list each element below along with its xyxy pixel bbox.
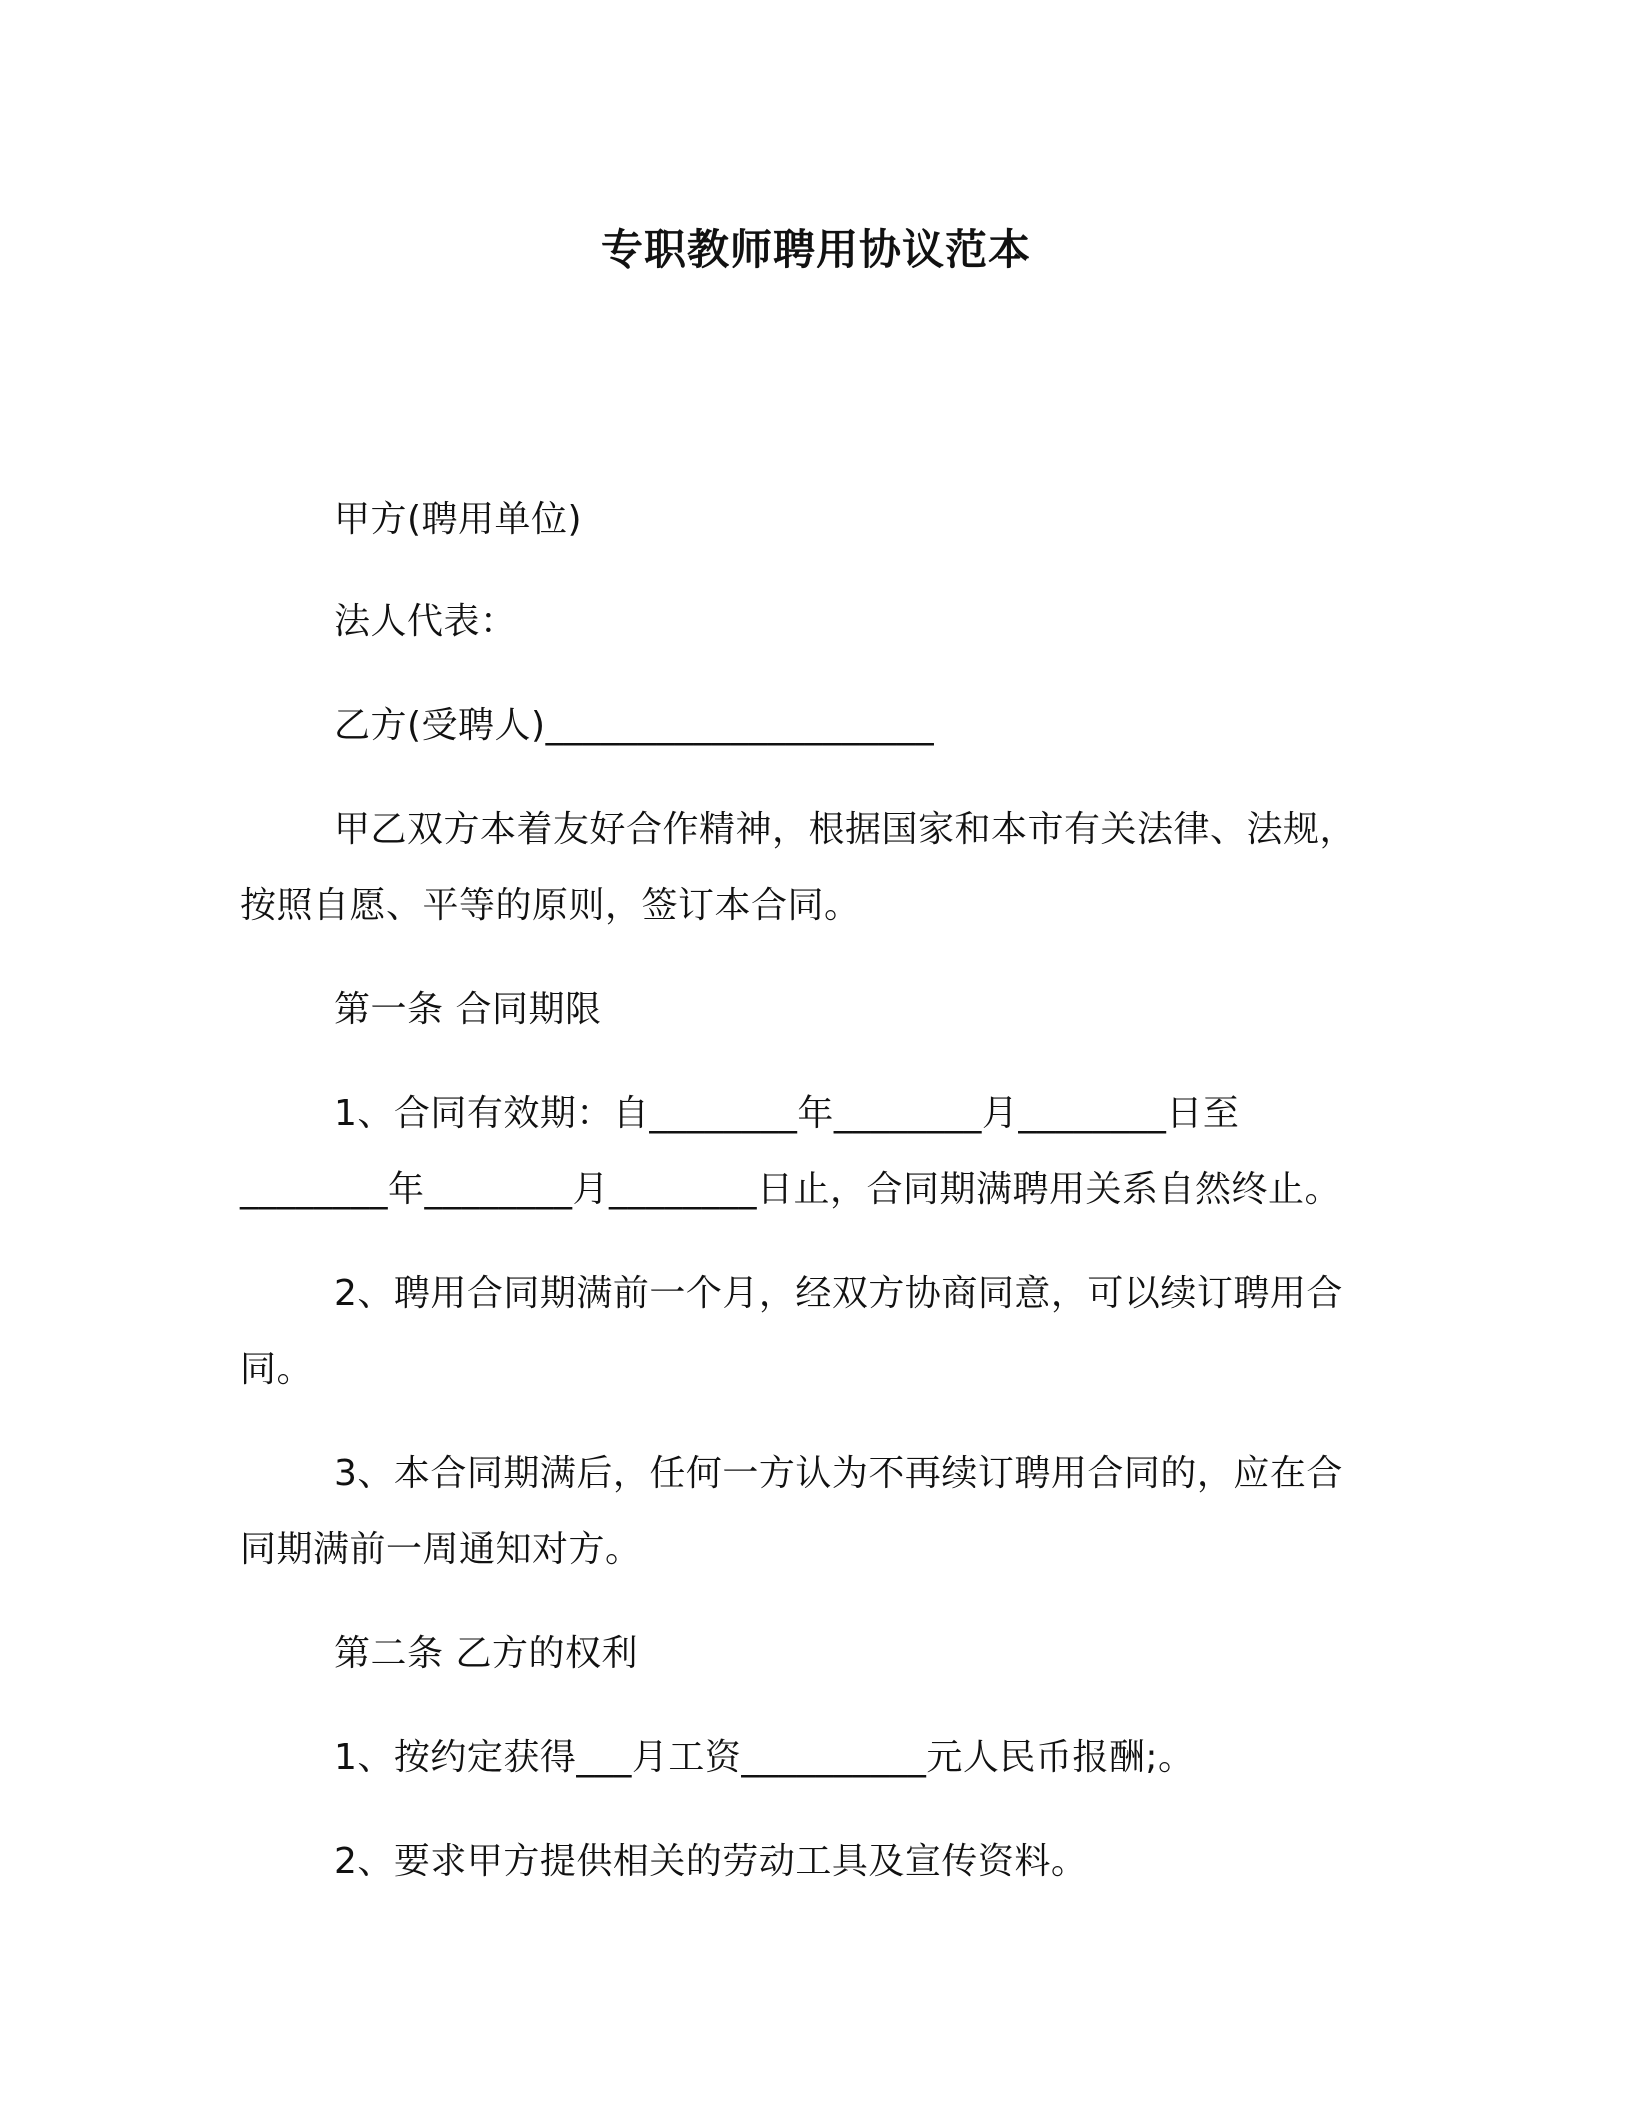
article-2-clause-2: 2、要求甲方提供相关的劳动工具及宣传资料。 (334, 1841, 1088, 1882)
article-1-clause-1-line-2: ________年________月________日止，合同期满聘用关系自然终止。 (240, 1169, 1342, 1210)
article-1-clause-1-line-1: 1、合同有效期：自________年________月________日至 (334, 1093, 1240, 1134)
article-1-heading: 第一条 合同期限 (334, 989, 602, 1030)
legal-representative-line: 法人代表： (334, 601, 517, 642)
document-title: 专职教师聘用协议范本 (600, 225, 1031, 274)
article-1-clause-2-line-1: 2、聘用合同期满前一个月，经双方协商同意，可以续订聘用合 (334, 1273, 1343, 1314)
article-1-clause-2-line-2: 同。 (240, 1349, 314, 1390)
party-b-line: 乙方(受聘人)_____________________ (334, 705, 935, 746)
preamble-line-2: 按照自愿、平等的原则，签订本合同。 (240, 885, 861, 926)
article-1-clause-3-line-2: 同期满前一周通知对方。 (240, 1529, 642, 1570)
article-1-clause-3-line-1: 3、本合同期满后，任何一方认为不再续订聘用合同的，应在合 (334, 1453, 1343, 1494)
preamble-line-1: 甲乙双方本着友好合作精神，根据国家和本市有关法律、法规， (334, 809, 1357, 850)
article-2-heading: 第二条 乙方的权利 (334, 1633, 638, 1674)
article-2-clause-1: 1、按约定获得___月工资__________元人民币报酬;。 (334, 1737, 1195, 1778)
party-a-line: 甲方(聘用单位) (334, 499, 583, 540)
